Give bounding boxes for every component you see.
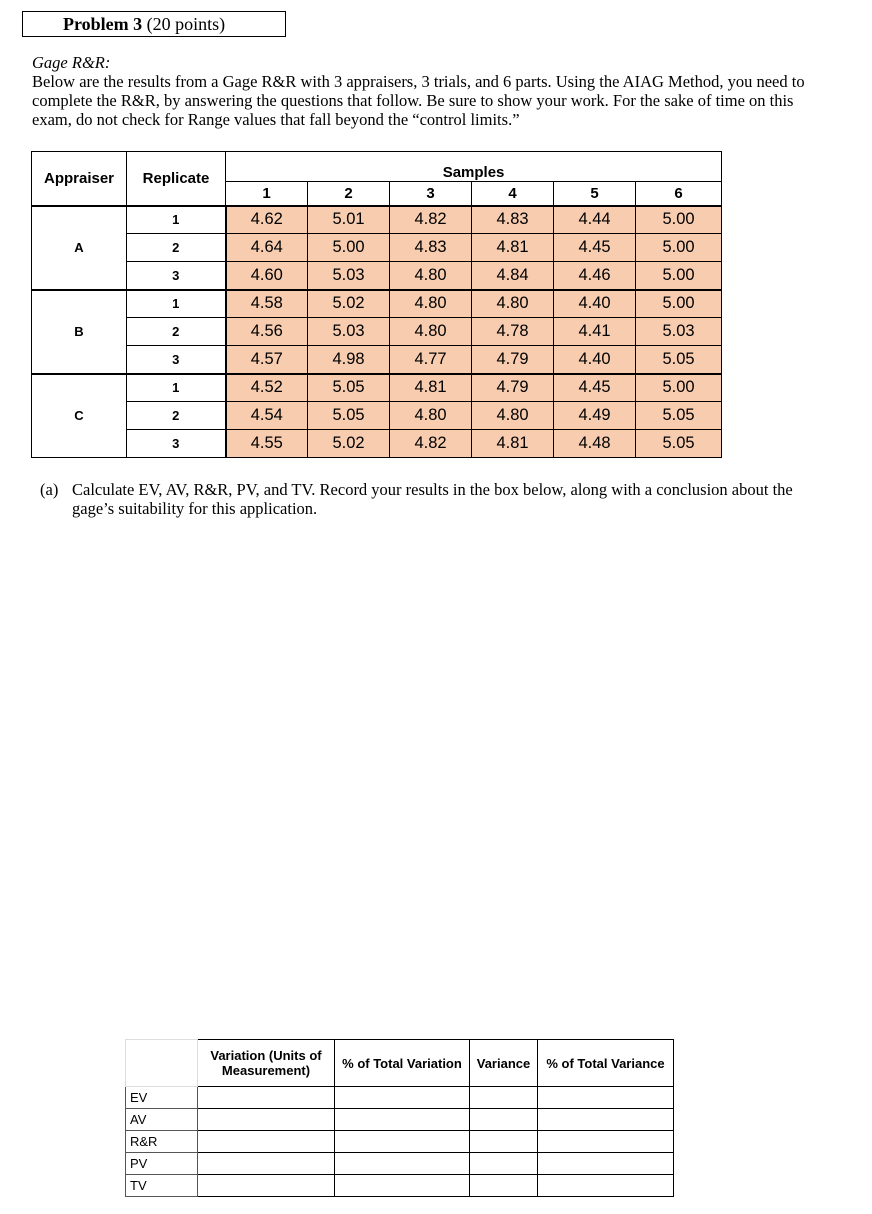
- replicate-cell: 2: [127, 234, 226, 262]
- measurement-cell: 4.84: [472, 262, 554, 290]
- answer-input-cell[interactable]: [538, 1175, 674, 1197]
- table-row: [32, 374, 722, 402]
- measurement-cell: 5.03: [636, 318, 722, 346]
- measurement-cell: 4.46: [554, 262, 636, 290]
- replicate-cell: 1: [127, 290, 226, 318]
- measurement-cell: 4.80: [390, 262, 472, 290]
- answer-input-cell[interactable]: [198, 1087, 335, 1109]
- answer-input-cell[interactable]: [470, 1131, 538, 1153]
- table-row: [32, 262, 722, 290]
- table-row: [32, 402, 722, 430]
- replicate-cell: 3: [127, 346, 226, 374]
- answer-row-label: R&R: [126, 1131, 198, 1153]
- sample-number-header: 3: [390, 182, 472, 206]
- measurement-cell: 4.55: [226, 430, 308, 458]
- measurement-cell: 4.60: [226, 262, 308, 290]
- problem-header: [22, 11, 286, 37]
- measurement-cell: 4.58: [226, 290, 308, 318]
- appraiser-header: Appraiser: [32, 152, 127, 206]
- measurement-cell: 4.62: [226, 206, 308, 234]
- measurement-cell: 4.81: [472, 234, 554, 262]
- measurement-cell: 4.44: [554, 206, 636, 234]
- measurement-cell: 5.02: [308, 430, 390, 458]
- replicate-cell: 2: [127, 402, 226, 430]
- measurement-cell: 4.80: [472, 402, 554, 430]
- answer-row-label: EV: [126, 1087, 198, 1109]
- replicate-header: Replicate: [127, 152, 226, 206]
- measurement-cell: 4.80: [472, 290, 554, 318]
- measurement-cell: 5.00: [636, 374, 722, 402]
- answer-input-cell[interactable]: [538, 1131, 674, 1153]
- answer-input-cell[interactable]: [198, 1109, 335, 1131]
- section-subtitle: Gage R&R:: [32, 53, 111, 72]
- answer-row: [126, 1175, 674, 1197]
- table-row: [32, 206, 722, 234]
- measurement-cell: 5.05: [636, 346, 722, 374]
- answer-input-cell[interactable]: [198, 1153, 335, 1175]
- measurement-cell: 5.01: [308, 206, 390, 234]
- sample-number-header: 1: [226, 182, 308, 206]
- answer-row: [126, 1153, 674, 1175]
- answer-table-wrap: [125, 1039, 675, 1193]
- replicate-cell: 2: [127, 318, 226, 346]
- problem-points: (20 points): [146, 14, 226, 34]
- measurement-cell: 5.03: [308, 262, 390, 290]
- appraiser-cell: A: [32, 206, 127, 290]
- answer-row: [126, 1131, 674, 1153]
- measurement-cell: 5.00: [636, 234, 722, 262]
- answer-table: [125, 1039, 674, 1197]
- answer-input-cell[interactable]: [335, 1131, 470, 1153]
- answer-input-cell[interactable]: [470, 1087, 538, 1109]
- intro-paragraph: Below are the results from a Gage R&R with 3 appraisers, 3 trials, and 6 parts. Using the AIAG Method, you need to complete the R&R, by answering the questions that follow. Be sure to show your work. For the sake of time on this exam, do not check for Range values that fall beyond the “control limits.”: [32, 72, 805, 129]
- measurement-cell: 4.81: [472, 430, 554, 458]
- measurement-cell: 4.80: [390, 402, 472, 430]
- measurement-cell: 4.40: [554, 346, 636, 374]
- measurement-cell: 4.56: [226, 318, 308, 346]
- answer-input-cell[interactable]: [538, 1109, 674, 1131]
- measurement-cell: 4.83: [390, 234, 472, 262]
- measurement-cell: 5.00: [636, 290, 722, 318]
- answer-input-cell[interactable]: [470, 1153, 538, 1175]
- answer-row-label: PV: [126, 1153, 198, 1175]
- gage-data-table: [31, 151, 722, 458]
- sample-number-header: 4: [472, 182, 554, 206]
- measurement-cell: 4.52: [226, 374, 308, 402]
- question-text: Calculate EV, AV, R&R, PV, and TV. Record your results in the box below, along with a conclusion about the gage’s suitability for this application.: [72, 480, 793, 518]
- sample-number-header: 5: [554, 182, 636, 206]
- measurement-cell: 4.64: [226, 234, 308, 262]
- answer-input-cell[interactable]: [470, 1175, 538, 1197]
- samples-header: Samples: [226, 152, 722, 182]
- appraiser-cell: B: [32, 290, 127, 374]
- answer-column-header: % of Total Variation: [335, 1040, 470, 1087]
- measurement-cell: 4.41: [554, 318, 636, 346]
- measurement-cell: 4.83: [472, 206, 554, 234]
- answer-input-cell[interactable]: [198, 1131, 335, 1153]
- answer-input-cell[interactable]: [538, 1153, 674, 1175]
- measurement-cell: 4.45: [554, 234, 636, 262]
- replicate-cell: 3: [127, 262, 226, 290]
- replicate-cell: 3: [127, 430, 226, 458]
- measurement-cell: 5.05: [636, 402, 722, 430]
- measurement-cell: 4.80: [390, 290, 472, 318]
- replicate-cell: 1: [127, 206, 226, 234]
- measurement-cell: 4.81: [390, 374, 472, 402]
- table-row: [32, 318, 722, 346]
- measurement-cell: 4.79: [472, 346, 554, 374]
- sample-number-header: 6: [636, 182, 722, 206]
- sample-number-header: 2: [308, 182, 390, 206]
- answer-row-label: AV: [126, 1109, 198, 1131]
- answer-input-cell[interactable]: [198, 1175, 335, 1197]
- table-row: [32, 290, 722, 318]
- answer-input-cell[interactable]: [335, 1175, 470, 1197]
- measurement-cell: 4.98: [308, 346, 390, 374]
- table-row: [32, 430, 722, 458]
- answer-column-header: % of Total Variance: [538, 1040, 674, 1087]
- measurement-cell: 5.05: [636, 430, 722, 458]
- answer-column-header: Variance: [470, 1040, 538, 1087]
- appraiser-cell: C: [32, 374, 127, 458]
- measurement-cell: 5.02: [308, 290, 390, 318]
- measurement-cell: 4.54: [226, 402, 308, 430]
- measurement-cell: 4.49: [554, 402, 636, 430]
- answer-row-label: TV: [126, 1175, 198, 1197]
- problem-label: Problem 3: [63, 14, 143, 34]
- replicate-cell: 1: [127, 374, 226, 402]
- measurement-cell: 4.45: [554, 374, 636, 402]
- answer-input-cell[interactable]: [538, 1087, 674, 1109]
- measurement-cell: 4.48: [554, 430, 636, 458]
- question-a: [40, 480, 830, 518]
- answer-row: [126, 1087, 674, 1109]
- answer-corner-cell: [126, 1040, 198, 1087]
- measurement-cell: 4.40: [554, 290, 636, 318]
- measurement-cell: 5.03: [308, 318, 390, 346]
- answer-input-cell[interactable]: [335, 1153, 470, 1175]
- measurement-cell: 5.05: [308, 374, 390, 402]
- measurement-cell: 5.00: [636, 262, 722, 290]
- answer-input-cell[interactable]: [335, 1087, 470, 1109]
- answer-column-header: Variation (Units of Measurement): [198, 1040, 335, 1087]
- measurement-cell: 4.77: [390, 346, 472, 374]
- measurement-cell: 4.80: [390, 318, 472, 346]
- answer-input-cell[interactable]: [470, 1109, 538, 1131]
- table-row: [32, 346, 722, 374]
- measurement-cell: 4.57: [226, 346, 308, 374]
- measurement-cell: 4.78: [472, 318, 554, 346]
- measurement-cell: 5.00: [636, 206, 722, 234]
- question-label: (a): [40, 480, 59, 499]
- measurement-cell: 4.82: [390, 430, 472, 458]
- answer-row: [126, 1109, 674, 1131]
- measurement-cell: 5.00: [308, 234, 390, 262]
- answer-input-cell[interactable]: [335, 1109, 470, 1131]
- table-row: [32, 234, 722, 262]
- measurement-cell: 4.82: [390, 206, 472, 234]
- measurement-cell: 4.79: [472, 374, 554, 402]
- measurement-cell: 5.05: [308, 402, 390, 430]
